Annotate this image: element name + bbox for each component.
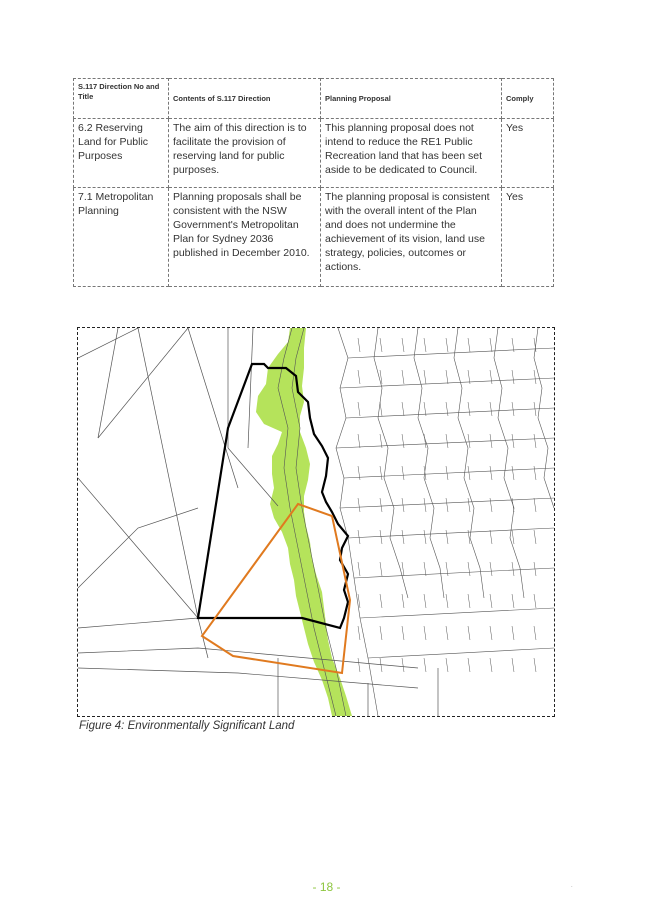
lot-line	[358, 370, 360, 384]
lot-line	[424, 594, 426, 608]
lot-line	[402, 626, 404, 640]
lot-line	[490, 498, 492, 512]
lot-line	[358, 626, 360, 640]
lot-line	[402, 370, 404, 384]
corner-mark: .	[571, 883, 573, 889]
lot-line	[512, 466, 514, 480]
lot-line	[446, 434, 448, 448]
lot-line	[512, 658, 514, 672]
subdivision-line	[414, 328, 444, 598]
table-row	[74, 188, 554, 287]
cadastral-line	[78, 328, 138, 358]
lot-line	[512, 594, 514, 608]
header-direction: S.117 Direction No and Title	[74, 79, 169, 119]
lot-line	[534, 466, 536, 480]
cadastral-line	[78, 478, 198, 618]
lot-line	[358, 498, 360, 512]
subdivision-line	[348, 528, 554, 538]
lot-line	[490, 338, 492, 352]
lot-line	[358, 402, 360, 416]
cell-comply: Yes	[502, 119, 554, 188]
lot-line	[534, 626, 536, 640]
lot-line	[534, 498, 536, 512]
lot-line	[358, 562, 360, 576]
lot-line	[424, 498, 426, 512]
lot-line	[468, 402, 470, 416]
lot-line	[380, 402, 382, 416]
lot-line	[402, 434, 404, 448]
subdivision-line	[368, 648, 554, 658]
subdivision-line	[534, 328, 554, 508]
lot-line	[446, 626, 448, 640]
subdivision-line	[340, 378, 554, 388]
lot-line	[534, 370, 536, 384]
subdivision-line	[336, 438, 554, 448]
lot-line	[468, 498, 470, 512]
cadastral-line	[248, 328, 253, 448]
lot-line	[424, 370, 426, 384]
lot-line	[490, 402, 492, 416]
cadastral-line	[138, 328, 198, 618]
cadastral-line	[98, 328, 188, 438]
subdivision-line	[360, 608, 554, 618]
cadastral-line	[228, 448, 278, 506]
cell-contents: The aim of this direction is to facilitate the provision of reserving land for public purposes.	[169, 119, 321, 188]
lot-line	[468, 626, 470, 640]
lot-line	[424, 530, 426, 544]
cadastral-line	[78, 668, 418, 688]
lot-line	[380, 466, 382, 480]
lot-line	[358, 466, 360, 480]
cell-comply: Yes	[502, 188, 554, 287]
lot-line	[512, 402, 514, 416]
subdivision-line	[374, 328, 408, 598]
cell-planning-proposal: This planning proposal does not intend to reduce the RE1 Public Recreation land that has been set aside to be dedicated to Council.	[321, 119, 502, 188]
lot-line	[490, 370, 492, 384]
figure-caption: Figure 4: Environmentally Significant Land	[79, 720, 295, 732]
lot-line	[424, 402, 426, 416]
map-svg	[78, 328, 554, 716]
lot-line	[446, 370, 448, 384]
lot-line	[358, 530, 360, 544]
subdivision-line	[348, 348, 554, 358]
cell-planning-proposal: The planning proposal is consistent with the overall intent of the Plan and does not undermine the achievement of its vision, land use strategy, policies, outcomes or actions.	[321, 188, 502, 287]
lot-line	[402, 466, 404, 480]
lot-line	[534, 530, 536, 544]
header-contents: Contents of S.117 Direction	[169, 79, 321, 119]
lot-line	[446, 498, 448, 512]
lot-line	[402, 530, 404, 544]
lot-line	[512, 626, 514, 640]
lot-line	[490, 658, 492, 672]
lot-line	[534, 658, 536, 672]
lot-line	[380, 562, 382, 576]
lot-line	[358, 658, 360, 672]
lot-line	[534, 594, 536, 608]
subdivision-line	[494, 328, 524, 598]
lot-line	[380, 594, 382, 608]
cell-contents: Planning proposals shall be consistent with the NSW Government's Metropolitan Plan for Sydney 2036 published in December 2010.	[169, 188, 321, 287]
environmental-land-map	[77, 327, 555, 717]
lot-line	[380, 626, 382, 640]
lot-line	[446, 594, 448, 608]
lot-line	[512, 530, 514, 544]
header-planning-proposal: Planning Proposal	[321, 79, 502, 119]
lot-line	[468, 562, 470, 576]
lot-line	[424, 626, 426, 640]
cell-direction: 6.2 Reserving Land for Public Purposes	[74, 119, 169, 188]
lot-line	[424, 338, 426, 352]
lot-line	[402, 562, 404, 576]
cadastral-line	[78, 618, 198, 628]
lot-line	[446, 338, 448, 352]
lot-line	[512, 562, 514, 576]
lot-line	[424, 562, 426, 576]
lot-line	[402, 658, 404, 672]
lot-line	[468, 466, 470, 480]
lot-line	[380, 498, 382, 512]
lot-line	[512, 434, 514, 448]
subdivision-line	[346, 408, 554, 418]
cadastral-line	[98, 328, 118, 438]
lot-line	[380, 338, 382, 352]
lot-line	[358, 338, 360, 352]
lot-line	[402, 594, 404, 608]
lot-line	[490, 626, 492, 640]
subdivision-line	[454, 328, 484, 598]
lot-line	[446, 658, 448, 672]
lot-line	[446, 530, 448, 544]
subdivision-line	[354, 568, 554, 578]
lot-line	[490, 466, 492, 480]
lot-line	[490, 594, 492, 608]
lot-line	[512, 370, 514, 384]
lot-line	[490, 562, 492, 576]
lot-line	[534, 434, 536, 448]
lot-line	[380, 530, 382, 544]
lot-line	[490, 530, 492, 544]
lot-line	[446, 562, 448, 576]
page-number: - 18 -	[312, 880, 341, 894]
lot-line	[402, 402, 404, 416]
subdivision-line	[344, 468, 554, 478]
lot-line	[446, 402, 448, 416]
s117-compliance-table	[73, 78, 554, 287]
lot-line	[358, 434, 360, 448]
lot-line	[468, 338, 470, 352]
lot-line	[468, 594, 470, 608]
cadastral-line	[188, 328, 238, 488]
lot-line	[468, 434, 470, 448]
cell-direction: 7.1 Metropolitan Planning	[74, 188, 169, 287]
table-header-row	[74, 79, 554, 119]
lot-line	[402, 338, 404, 352]
header-comply: Comply	[502, 79, 554, 119]
lot-line	[468, 658, 470, 672]
table-row	[74, 119, 554, 188]
lot-line	[424, 658, 426, 672]
